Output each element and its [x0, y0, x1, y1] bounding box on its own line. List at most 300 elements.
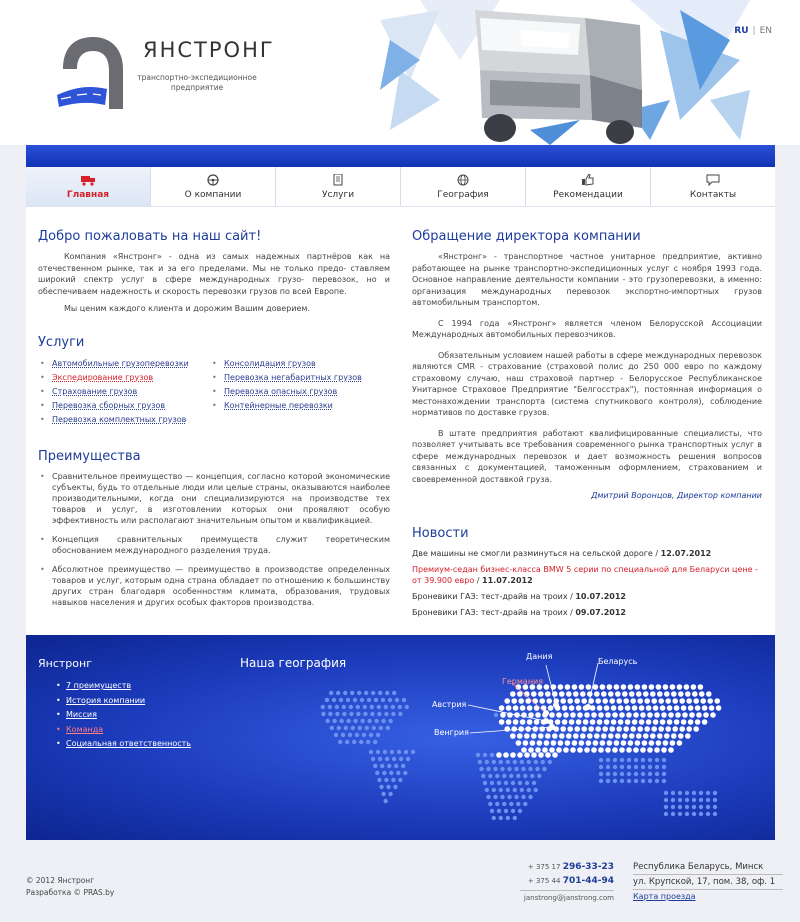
- map-dot: [544, 740, 550, 746]
- map-dot: [634, 772, 638, 776]
- map-dot: [513, 719, 519, 725]
- map-dot: [381, 698, 385, 702]
- nav-item-contacts[interactable]: [651, 167, 775, 206]
- document-icon: [331, 174, 345, 186]
- copyright-block: [26, 875, 114, 899]
- map-dot: [360, 698, 364, 702]
- map-dot: [556, 747, 562, 753]
- map-dot: [678, 805, 682, 809]
- news-headline[interactable]: Броневики ГАЗ: тест-драйв на троих: [412, 608, 568, 617]
- map-dot: [664, 791, 668, 795]
- map-dot: [591, 712, 597, 718]
- map-dot: [558, 740, 564, 746]
- map-dot: [684, 684, 690, 690]
- service-link[interactable]: • Консолидация грузов: [224, 357, 362, 371]
- phone-code: + 375 44: [527, 877, 561, 885]
- map-dot: [679, 726, 685, 732]
- map-dot: [691, 684, 697, 690]
- map-dot: [537, 740, 543, 746]
- map-dot: [660, 719, 666, 725]
- news-item[interactable]: Две машины не смогли разминуться на сельской дороге / 12.07.2012: [412, 549, 712, 558]
- map-dot: [655, 779, 659, 783]
- map-dot: [535, 747, 541, 753]
- footer-link[interactable]: • 7 преимуществ: [66, 679, 191, 694]
- map-dot: [628, 740, 634, 746]
- map-dot: [507, 795, 511, 799]
- country-label: Венгрия: [434, 728, 469, 737]
- map-dot: [516, 740, 522, 746]
- news-item[interactable]: Броневики ГАЗ: тест-драйв на троих / 09.07.2012: [412, 608, 626, 617]
- map-dot: [382, 771, 386, 775]
- map-dot: [702, 719, 708, 725]
- map-dot: [570, 747, 576, 753]
- map-dot: [476, 753, 480, 757]
- news-item[interactable]: Премиум-седан бизнес-класса BMW 5 серии по специальной для Беларуси цене - от 39.900 евро / 11.07.2012: [412, 565, 758, 585]
- map-dot: [345, 740, 349, 744]
- address-block: [633, 860, 783, 904]
- map-dot: [520, 760, 524, 764]
- map-dot: [541, 760, 545, 764]
- footer-brand-title: Янстронг: [38, 657, 92, 670]
- map-dot: [329, 691, 333, 695]
- map-dot: [632, 705, 638, 711]
- map-dot: [510, 733, 516, 739]
- map-dot: [405, 705, 409, 709]
- map-dot: [609, 698, 615, 704]
- map-dot: [366, 740, 370, 744]
- map-dot: [642, 740, 648, 746]
- map-dot: [665, 726, 671, 732]
- map-dot: [664, 798, 668, 802]
- map-dot: [613, 779, 617, 783]
- nav-label: Услуги: [321, 189, 355, 200]
- map-dot: [377, 705, 381, 709]
- map-dot: [513, 705, 519, 711]
- map-dot: [485, 788, 489, 792]
- news-headline[interactable]: Премиум-седан бизнес-класса BMW 5 серии по специальной для Беларуси цене - от 39.900 евро: [412, 565, 758, 585]
- map-dot: [339, 698, 343, 702]
- map-dot: [604, 705, 610, 711]
- map-dot: [692, 791, 696, 795]
- map-dot: [611, 705, 617, 711]
- map-dot: [618, 705, 624, 711]
- map-dot: [538, 752, 544, 758]
- country-label: Дания: [526, 652, 553, 661]
- map-dot: [563, 712, 569, 718]
- director-text: Обязательным условием нашей работы в сфере международных перевозок являются CMR - страхование (страховой полис до 250 000 евро по каждому страховому случаю, наш страховой партнер - Белорусское Республиканское Унитарное Страховое Предприятие "Белгосстрах"), постоянная информация о местонахождении транспорта (система спутникового контроля), соблюдение нормативов по доставке грузов.: [412, 350, 762, 417]
- map-dot: [367, 698, 371, 702]
- map-dot: [334, 733, 338, 737]
- map-dot: [641, 765, 645, 769]
- map-dot: [399, 757, 403, 761]
- map-dot: [695, 705, 701, 711]
- map-dot: [587, 733, 593, 739]
- main-content: [26, 207, 775, 635]
- map-dot: [520, 788, 524, 792]
- map-dot: [389, 771, 393, 775]
- map-dot: [500, 712, 506, 718]
- map-dot: [362, 733, 366, 737]
- services-col-2: [224, 357, 362, 427]
- map-dot: [517, 752, 523, 758]
- map-dot: [523, 802, 527, 806]
- map-dot: [332, 719, 336, 723]
- map-dot: [488, 774, 492, 778]
- advantages-title: Преимущества: [38, 448, 141, 464]
- map-dot: [595, 726, 601, 732]
- map-dot: [559, 733, 565, 739]
- map-dot: [609, 726, 615, 732]
- map-dot: [612, 747, 618, 753]
- map-dot: [599, 772, 603, 776]
- map-dot: [671, 805, 675, 809]
- map-dot: [385, 757, 389, 761]
- map-dot: [594, 691, 600, 697]
- map-dot: [509, 774, 513, 778]
- nav-item-home[interactable]: [26, 167, 151, 206]
- map-dot: [384, 778, 388, 782]
- map-dot: [521, 795, 525, 799]
- map-dot: [699, 798, 703, 802]
- map-dot: [523, 774, 527, 778]
- language-switcher: [734, 26, 772, 36]
- map-dot: [538, 733, 544, 739]
- services-list: [38, 357, 390, 427]
- map-dot: [325, 698, 329, 702]
- map-dot: [654, 747, 660, 753]
- map-dot: [535, 712, 541, 718]
- map-dot: [335, 705, 339, 709]
- map-dot: [586, 740, 592, 746]
- map-dot: [353, 719, 357, 723]
- map-dot: [597, 705, 603, 711]
- service-link[interactable]: • Экспедирование грузов: [52, 371, 224, 385]
- map-dot: [504, 809, 508, 813]
- map-dot: [713, 812, 717, 816]
- map-dot: [509, 802, 513, 806]
- nav-label: Контакты: [689, 189, 737, 200]
- map-dot: [528, 767, 532, 771]
- map-dot: [390, 750, 394, 754]
- map-dot: [539, 698, 545, 704]
- footer-map-section: [26, 635, 775, 840]
- map-dot: [634, 779, 638, 783]
- map-dot: [685, 805, 689, 809]
- map-dot: [506, 788, 510, 792]
- map-dot: [668, 747, 674, 753]
- map-dot: [614, 684, 620, 690]
- map-dot: [713, 798, 717, 802]
- map-dot: [351, 726, 355, 730]
- map-dot: [615, 733, 621, 739]
- map-dot: [678, 733, 684, 739]
- phone-code: + 375 17: [527, 863, 561, 871]
- service-link[interactable]: • Перевозка негабаритных грузов: [224, 371, 362, 385]
- thumbs-up-icon: [581, 174, 595, 186]
- map-dot: [646, 719, 652, 725]
- map-dot: [668, 712, 674, 718]
- map-dot: [688, 705, 694, 711]
- map-dot: [584, 747, 590, 753]
- map-dot: [716, 705, 722, 711]
- service-link[interactable]: • Перевозка комплектных грузов: [52, 413, 224, 427]
- map-dot: [573, 733, 579, 739]
- map-dot: [622, 733, 628, 739]
- service-link[interactable]: • Перевозка сборных грузов: [52, 399, 224, 413]
- map-dot: [565, 740, 571, 746]
- map-dot: [656, 740, 662, 746]
- map-dot: [634, 758, 638, 762]
- map-dot: [534, 760, 538, 764]
- phones-block: [520, 860, 614, 905]
- map-dot: [528, 795, 532, 799]
- map-dot: [479, 767, 483, 771]
- map-dot: [713, 791, 717, 795]
- footer-link[interactable]: • История компании: [66, 694, 191, 709]
- map-dot: [618, 719, 624, 725]
- phone-number: 701-44-94: [562, 876, 614, 886]
- map-dot: [640, 747, 646, 753]
- map-dot: [370, 705, 374, 709]
- map-dot: [375, 771, 379, 775]
- map-dot: [620, 779, 624, 783]
- lang-ru-link[interactable]: RU: [734, 26, 749, 36]
- map-dot: [635, 684, 641, 690]
- map-dot: [629, 733, 635, 739]
- advantage-item: • Абсолютное преимущество — преимущество в производстве определенных товаров и услуг, которым одна страна обладает по отношению к большинству других стран благодаря особенностям климата, образования, трудовых навыков населения и других особых факторов производства.: [52, 564, 390, 608]
- map-dot: [633, 747, 639, 753]
- nav-item-about[interactable]: [151, 167, 276, 206]
- map-dot: [490, 781, 494, 785]
- map-dot: [545, 752, 551, 758]
- truck-icon: [81, 174, 95, 186]
- map-dot: [672, 698, 678, 704]
- news-date: 10.07.2012: [575, 592, 626, 601]
- map-dot: [677, 740, 683, 746]
- map-dot: [639, 719, 645, 725]
- map-dot: [506, 760, 510, 764]
- map-dot: [528, 712, 534, 718]
- map-dot: [560, 726, 566, 732]
- service-link[interactable]: • Страхование грузов: [52, 385, 224, 399]
- map-dot: [542, 767, 546, 771]
- map-dot: [558, 684, 564, 690]
- map-dot: [552, 752, 558, 758]
- welcome-text-2: Мы ценим каждого клиента и дорожим Вашим доверием.: [64, 304, 310, 313]
- map-dot: [516, 774, 520, 778]
- map-dot: [520, 705, 526, 711]
- map-dot: [663, 684, 669, 690]
- map-dot: [646, 705, 652, 711]
- map-dot: [502, 802, 506, 806]
- nav-label: О компании: [184, 189, 242, 200]
- news-item[interactable]: Броневики ГАЗ: тест-драйв на троих / 10.07.2012: [412, 592, 626, 601]
- map-dot: [532, 781, 536, 785]
- map-dot: [328, 712, 332, 716]
- map-dot: [657, 691, 663, 697]
- director-text: В штате предприятия работают квалифицированные специалисты, что позволяет учитывать все требования современного рынка транспортных услуг в сфере международных перевозок и дает возможность решения вопросов связанных с документацией, таможенным оформлением, страхованием и своевременной доставкой груза.: [412, 428, 762, 484]
- map-dot: [598, 747, 604, 753]
- map-dot: [569, 705, 575, 711]
- service-link[interactable]: • Контейнерные перевозки: [224, 399, 362, 413]
- map-dot: [677, 684, 683, 690]
- footer-link[interactable]: • Команда: [66, 723, 191, 738]
- map-dot: [608, 733, 614, 739]
- truck-illustration: [380, 0, 750, 145]
- map-dot: [625, 705, 631, 711]
- map-dot: [567, 726, 573, 732]
- nav-item-services[interactable]: [276, 167, 401, 206]
- map-dot: [661, 712, 667, 718]
- map-dot: [504, 698, 510, 704]
- map-dot: [651, 698, 657, 704]
- map-dot: [562, 705, 568, 711]
- map-dot: [348, 733, 352, 737]
- map-dot: [626, 747, 632, 753]
- map-dot: [513, 788, 517, 792]
- map-dot: [483, 753, 487, 757]
- map-dot: [601, 733, 607, 739]
- map-dot: [657, 733, 663, 739]
- map-dot: [406, 757, 410, 761]
- map-dot: [706, 812, 710, 816]
- map-dot: [633, 712, 639, 718]
- map-dot: [518, 781, 522, 785]
- footer-link[interactable]: • Социальная ответственность: [66, 737, 191, 752]
- map-dot: [392, 691, 396, 695]
- site-header: [0, 0, 800, 145]
- map-dot: [637, 698, 643, 704]
- map-dot: [621, 740, 627, 746]
- logo-text[interactable]: ЯНСТРОНГ: [143, 38, 275, 62]
- map-dot: [513, 760, 517, 764]
- map-dot: [658, 698, 664, 704]
- map-dot: [492, 816, 496, 820]
- map-dot: [630, 698, 636, 704]
- map-dot: [641, 779, 645, 783]
- map-dot: [616, 726, 622, 732]
- developer-link[interactable]: Разработка © PRAS.by: [26, 888, 115, 897]
- news-headline[interactable]: Две машины не смогли разминуться на сельской дороге: [412, 549, 653, 558]
- map-dot: [692, 812, 696, 816]
- lang-en-link[interactable]: EN: [759, 26, 772, 36]
- map-dot: [555, 719, 561, 725]
- map-dot: [343, 691, 347, 695]
- map-dot: [377, 712, 381, 716]
- map-dot: [497, 781, 501, 785]
- map-dot: [588, 726, 594, 732]
- map-dot: [641, 758, 645, 762]
- map-dot: [528, 747, 534, 753]
- map-dot: [371, 691, 375, 695]
- main-nav: [26, 167, 775, 207]
- map-dot: [383, 750, 387, 754]
- map-dot: [562, 719, 568, 725]
- map-dot: [671, 691, 677, 697]
- map-dot: [570, 712, 576, 718]
- map-dot: [549, 712, 555, 718]
- logo-icon: [55, 33, 125, 111]
- map-dot: [563, 747, 569, 753]
- map-dot: [496, 752, 502, 758]
- map-dot: [531, 691, 537, 697]
- map-dot: [372, 726, 376, 730]
- advantage-item: • Концепция сравнительных преимуществ служит теоретическим обоснованием международного разделения труда.: [52, 534, 390, 556]
- service-link[interactable]: • Перевозка опасных грузов: [224, 385, 362, 399]
- director-text: «Янстронг» - транспортное частное унитарное предприятие, активно работающее на рынке транспортно-экспедиционных услуг с ноября 1993 года. Основное направление деятельности компании - это грузоперевозки, а именно: организация международных перевозок экспортно-импортных грузов автомобильным транспортом.: [412, 252, 762, 307]
- map-dot: [706, 798, 710, 802]
- map-dot: [566, 733, 572, 739]
- map-dot: [507, 767, 511, 771]
- map-dot: [584, 712, 590, 718]
- map-dot: [478, 760, 482, 764]
- map-dot: [398, 712, 402, 716]
- service-link[interactable]: • Автомобильные грузоперевозки: [52, 357, 224, 371]
- map-dot: [510, 752, 516, 758]
- map-dot: [353, 698, 357, 702]
- map-dot: [574, 726, 580, 732]
- map-dot: [486, 767, 490, 771]
- map-dot: [325, 719, 329, 723]
- map-dot: [686, 698, 692, 704]
- map-dot: [620, 772, 624, 776]
- map-dot: [495, 774, 499, 778]
- map-dot: [527, 788, 531, 792]
- map-dot: [495, 802, 499, 806]
- director-title: Обращение директора компании: [412, 229, 641, 244]
- map-dot: [510, 691, 516, 697]
- nav-item-recommendations[interactable]: [526, 167, 651, 206]
- map-dot: [377, 778, 381, 782]
- email-link[interactable]: janstrong@janstrong.com: [520, 890, 614, 905]
- map-dot: [678, 798, 682, 802]
- map-dot: [378, 691, 382, 695]
- map-dot: [608, 691, 614, 697]
- news-headline[interactable]: Броневики ГАЗ: тест-драйв на троих: [412, 592, 568, 601]
- map-dot: [504, 781, 508, 785]
- map-dot: [573, 691, 579, 697]
- map-dot: [330, 726, 334, 730]
- map-dot: [534, 719, 540, 725]
- map-dot: [530, 774, 534, 778]
- map-dot: [607, 684, 613, 690]
- map-dot: [493, 767, 497, 771]
- footer-link[interactable]: • Миссия: [66, 708, 191, 723]
- map-dot: [516, 802, 520, 806]
- map-dot: [655, 758, 659, 762]
- director-text: С 1994 года «Янстронг» является членом Белорусской Ассоциации Международных автомобильных перевозчиков.: [412, 318, 762, 339]
- map-dot: [600, 740, 606, 746]
- map-dot: [667, 719, 673, 725]
- map-dot: [692, 805, 696, 809]
- map-dot: [485, 760, 489, 764]
- map-dot: [654, 712, 660, 718]
- map-dot: [606, 765, 610, 769]
- map-dot: [621, 684, 627, 690]
- map-dot: [328, 705, 332, 709]
- map-dot: [358, 726, 362, 730]
- map-dot: [605, 747, 611, 753]
- map-dot: [637, 726, 643, 732]
- map-link[interactable]: Карта проезда: [633, 892, 696, 901]
- nav-label: География: [437, 189, 489, 200]
- nav-item-geography[interactable]: [401, 167, 526, 206]
- advantages-list: [38, 471, 390, 608]
- map-dot: [492, 788, 496, 792]
- map-dot: [486, 795, 490, 799]
- map-dot: [627, 772, 631, 776]
- map-dot: [579, 684, 585, 690]
